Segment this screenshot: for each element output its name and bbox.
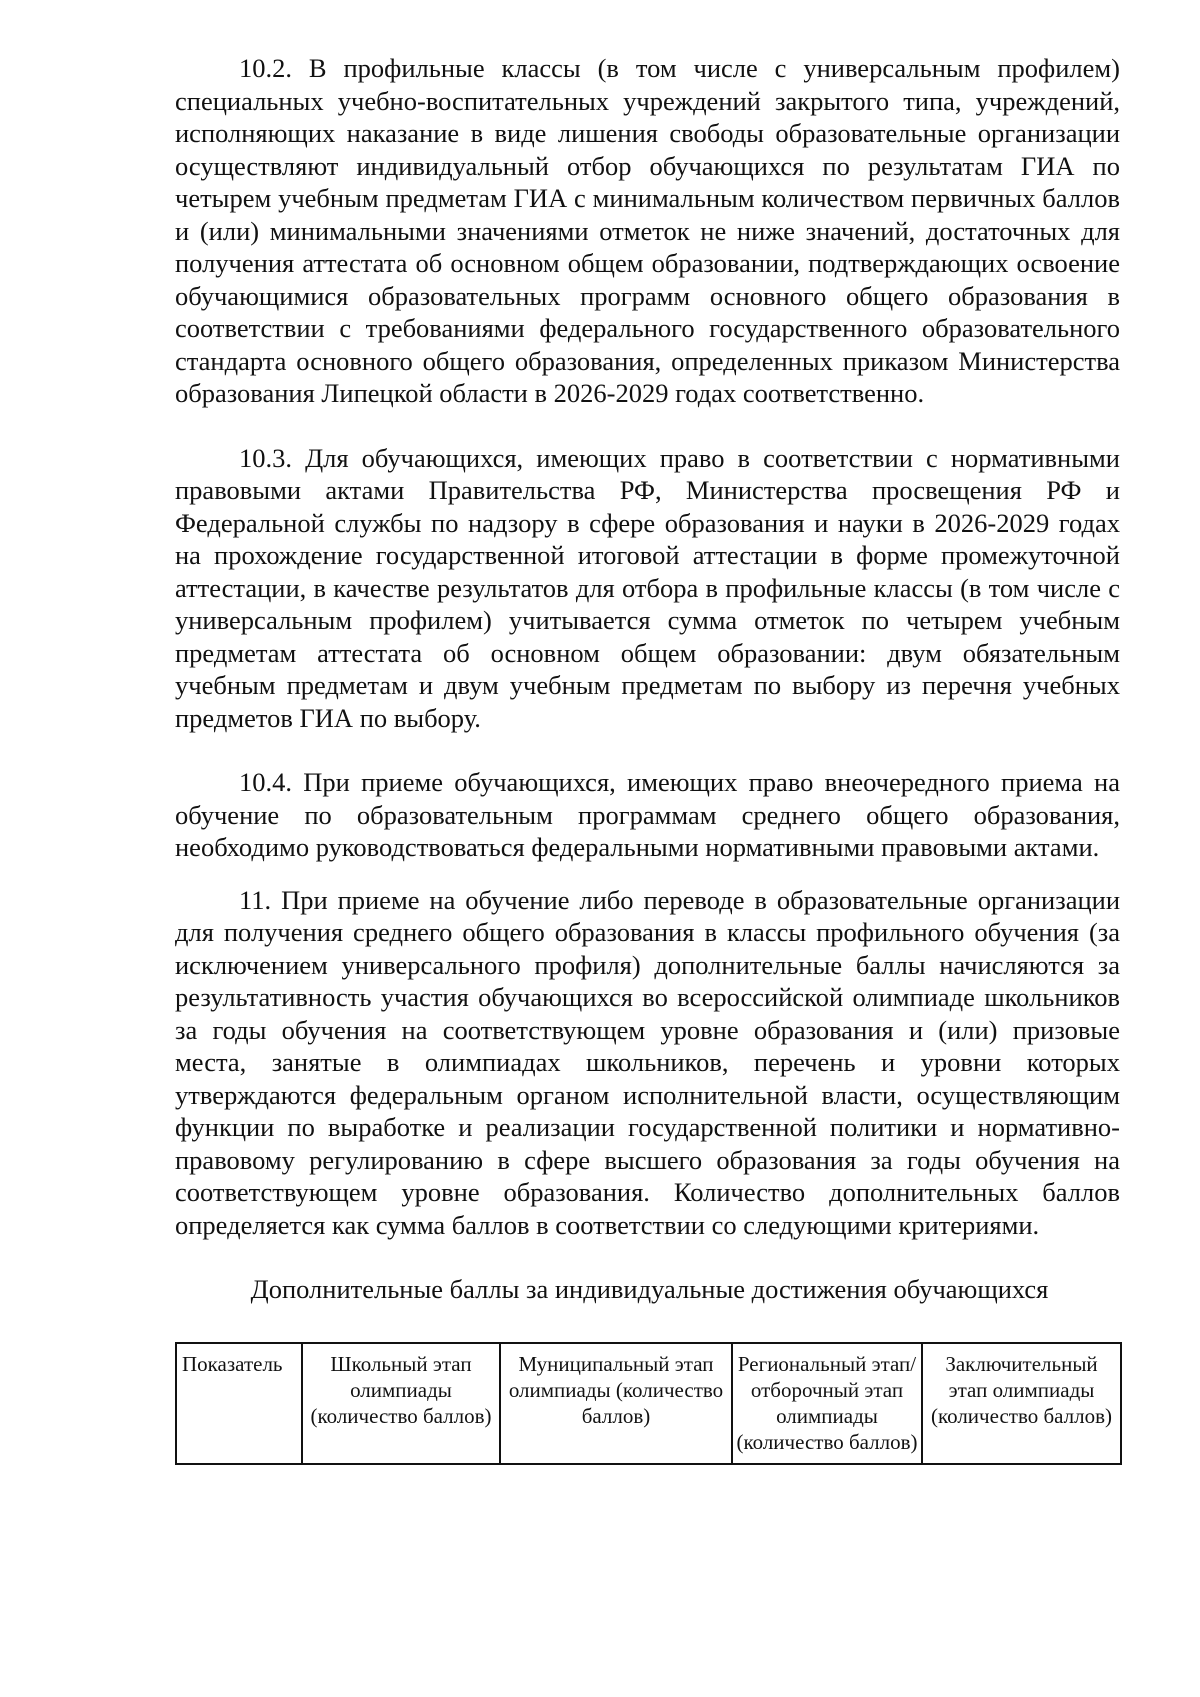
- document-page: [175, 52, 1120, 1465]
- paragraph-11: 11. При приеме на обучение либо переводе в образовательные организации для получения среднего общего образования в классы профильного обучения (за исключением универсального профиля) дополнительные баллы начисляются за результативность участия обучающихся во всероссийской олимпиаде школьников за годы обучения на соответствующем уровне образования и (или) призовые места, занятые в олимпиадах школьников, перечень и уровни которых утверждаются федеральным органом исполнительной власти, осуществляющим функции по выработке и реализации государственной политики и нормативно-правовому регулированию в сфере высшего образования за годы обучения на соответствующем уровне образования. Количество дополнительных баллов определяется как сумма баллов в соответствии со следующими критериями.: [175, 884, 1120, 1240]
- paragraph-spacer: [175, 864, 1120, 884]
- paragraph-10-3: 10.3. Для обучающихся, имеющих право в соответствии с нормативными правовыми актами Правительства РФ, Министерства просвещения РФ и Федеральной службы по надзору в сфере образования и науки в 2026-2029 годах на прохождение государственной итоговой аттестации в форме промежуточной аттестации, в качестве результатов для отбора в профильные классы (в том числе с универсальным профилем) учитывается сумма отметок по четырем учебным предметам аттестата об основном общем образовании: двум обязательным учебным предметам и двум учебным предметам по выбору из перечня учебных предметов ГИА по выбору.: [175, 442, 1120, 733]
- header-regional-stage: Региональный этап/отборочный этап олимпиады (количество баллов): [732, 1343, 922, 1464]
- paragraph-spacer: [175, 410, 1120, 442]
- paragraph-10-2: 10.2. В профильные классы (в том числе с универсальным профилем) специальных учебно-воспитательных учреждений закрытого типа, учреждений, исполняющих наказание в виде лишения свободы образовательные организации осуществляют индивидуальный отбор обучающихся по результатам ГИА по четырем учебным предметам ГИА с минимальным количеством первичных баллов и (или) минимальными значениями отметок не ниже значений, достаточных для получения аттестата об основном общем образовании, подтверждающих освоение обучающимися образовательных программ основного общего образования в соответствии с требованиями федерального государственного образовательного стандарта основного общего образования, определенных приказом Министерства образования Липецкой области в 2026-2029 годах соответственно.: [175, 53, 1120, 408]
- header-final-stage: Заключительный этап олимпиады (количество баллов): [922, 1343, 1121, 1464]
- paragraph-spacer: [175, 734, 1120, 766]
- paragraph-spacer: [175, 1241, 1120, 1273]
- header-school-stage: Школьный этап олимпиады (количество баллов): [302, 1343, 500, 1464]
- table-header-row: [176, 1343, 1121, 1464]
- table-title: Дополнительные баллы за индивидуальные достижения обучающихся: [250, 1274, 1049, 1304]
- achievements-table: [175, 1342, 1122, 1465]
- header-indicator: Показатель: [176, 1343, 302, 1464]
- header-municipal-stage: Муниципальный этап олимпиады (количество баллов): [500, 1343, 732, 1464]
- paragraph-10-4: 10.4. При приеме обучающихся, имеющих право внеочередного приема на обучение по образовательным программам среднего общего образования, необходимо руководствоваться федеральными нормативными правовыми актами.: [175, 767, 1120, 862]
- table-spacer: [175, 1306, 1120, 1342]
